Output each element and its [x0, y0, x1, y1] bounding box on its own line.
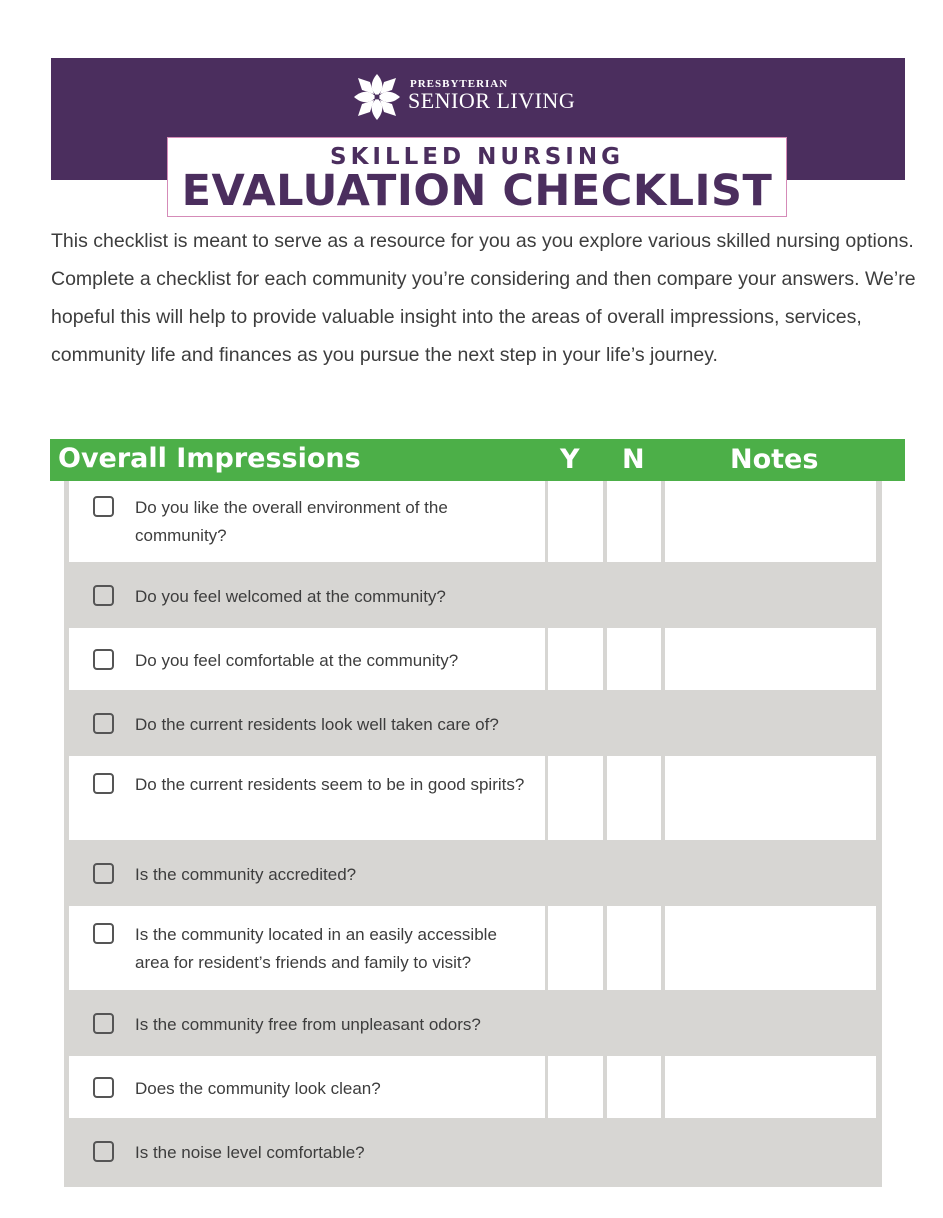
table-row [64, 1120, 882, 1182]
question-cell [69, 628, 545, 690]
no-cell[interactable] [607, 628, 661, 690]
question-text: Does the community look clean? [135, 1079, 381, 1098]
no-cell[interactable] [607, 692, 661, 754]
title-box [167, 137, 787, 217]
table-row [64, 842, 882, 904]
notes-cell[interactable] [665, 481, 876, 562]
column-header-notes: Notes [730, 444, 819, 475]
column-header-yes: Y [560, 444, 580, 475]
question-cell [69, 756, 545, 840]
yes-cell[interactable] [548, 481, 603, 562]
logo-top-text: PRESBYTERIAN [410, 78, 509, 90]
notes-cell[interactable] [665, 628, 876, 690]
no-cell[interactable] [607, 1056, 661, 1118]
question-text: Do the current residents seem to be in good spirits? [135, 775, 525, 794]
question-cell [69, 1120, 545, 1182]
table-row [64, 692, 882, 754]
question-checkbox[interactable] [93, 649, 114, 670]
page-bottom [0, 1187, 943, 1218]
question-cell [69, 692, 545, 754]
notes-cell[interactable] [665, 992, 876, 1054]
no-cell[interactable] [607, 842, 661, 904]
checklist-table [64, 481, 882, 1187]
notes-cell[interactable] [665, 756, 876, 840]
yes-cell[interactable] [548, 842, 603, 904]
column-header-no: N [622, 444, 645, 475]
notes-cell[interactable] [665, 906, 876, 990]
no-cell[interactable] [607, 481, 661, 562]
yes-cell[interactable] [548, 992, 603, 1054]
yes-cell[interactable] [548, 756, 603, 840]
no-cell[interactable] [607, 1120, 661, 1182]
question-cell [69, 842, 545, 904]
intro-paragraph: This checklist is meant to serve as a resource for you as you explore various skilled nursing options. Complete a checklist for each community you’re considering and then compare your answers. We’re hopeful this will help to provide valuable insight into the areas of overall impressions, services, community life and finances as you pursue the next step in your life’s journey. [51, 230, 916, 366]
question-text: Do you like the overall environment of the community? [135, 498, 448, 545]
question-cell [69, 906, 545, 990]
question-checkbox[interactable] [93, 1013, 114, 1034]
yes-cell[interactable] [548, 906, 603, 990]
notes-cell[interactable] [665, 1056, 876, 1118]
question-text: Is the community free from unpleasant odors? [135, 1015, 481, 1034]
logo-bottom-text: SENIOR LIVING [408, 88, 576, 113]
table-row [64, 906, 882, 990]
no-cell[interactable] [607, 906, 661, 990]
section-header [50, 439, 905, 481]
section-title: Overall Impressions [58, 443, 361, 474]
question-checkbox[interactable] [93, 1077, 114, 1098]
question-cell [69, 992, 545, 1054]
question-checkbox[interactable] [93, 713, 114, 734]
table-row [64, 481, 882, 562]
question-cell [69, 1056, 545, 1118]
question-checkbox[interactable] [93, 1141, 114, 1162]
question-text: Is the noise level comfortable? [135, 1143, 365, 1162]
question-checkbox[interactable] [93, 496, 114, 517]
table-row [64, 564, 882, 626]
question-checkbox[interactable] [93, 773, 114, 794]
question-cell [69, 481, 545, 562]
question-text: Is the community accredited? [135, 865, 357, 884]
question-text: Do the current residents look well taken care of? [135, 715, 499, 734]
no-cell[interactable] [607, 756, 661, 840]
yes-cell[interactable] [548, 692, 603, 754]
notes-cell[interactable] [665, 564, 876, 626]
page-title: EVALUATION CHECKLIST [181, 166, 773, 216]
yes-cell[interactable] [548, 564, 603, 626]
question-checkbox[interactable] [93, 923, 114, 944]
table-row [64, 1056, 882, 1118]
table-row [64, 992, 882, 1054]
notes-cell[interactable] [665, 692, 876, 754]
question-text: Do you feel comfortable at the community? [135, 651, 459, 670]
logo [350, 70, 610, 126]
question-checkbox[interactable] [93, 863, 114, 884]
question-checkbox[interactable] [93, 585, 114, 606]
question-text: Is the community located in an easily accessible area for resident’s friends and family to visit? [135, 925, 497, 972]
no-cell[interactable] [607, 564, 661, 626]
table-row [64, 628, 882, 690]
flower-logo-icon [350, 70, 404, 124]
table-row [64, 756, 882, 840]
notes-cell[interactable] [665, 842, 876, 904]
notes-cell[interactable] [665, 1120, 876, 1182]
question-cell [69, 564, 545, 626]
yes-cell[interactable] [548, 628, 603, 690]
subtitle: SKILLED NURSING [330, 144, 624, 170]
no-cell[interactable] [607, 992, 661, 1054]
question-text: Do you feel welcomed at the community? [135, 587, 446, 606]
yes-cell[interactable] [548, 1120, 603, 1182]
yes-cell[interactable] [548, 1056, 603, 1118]
